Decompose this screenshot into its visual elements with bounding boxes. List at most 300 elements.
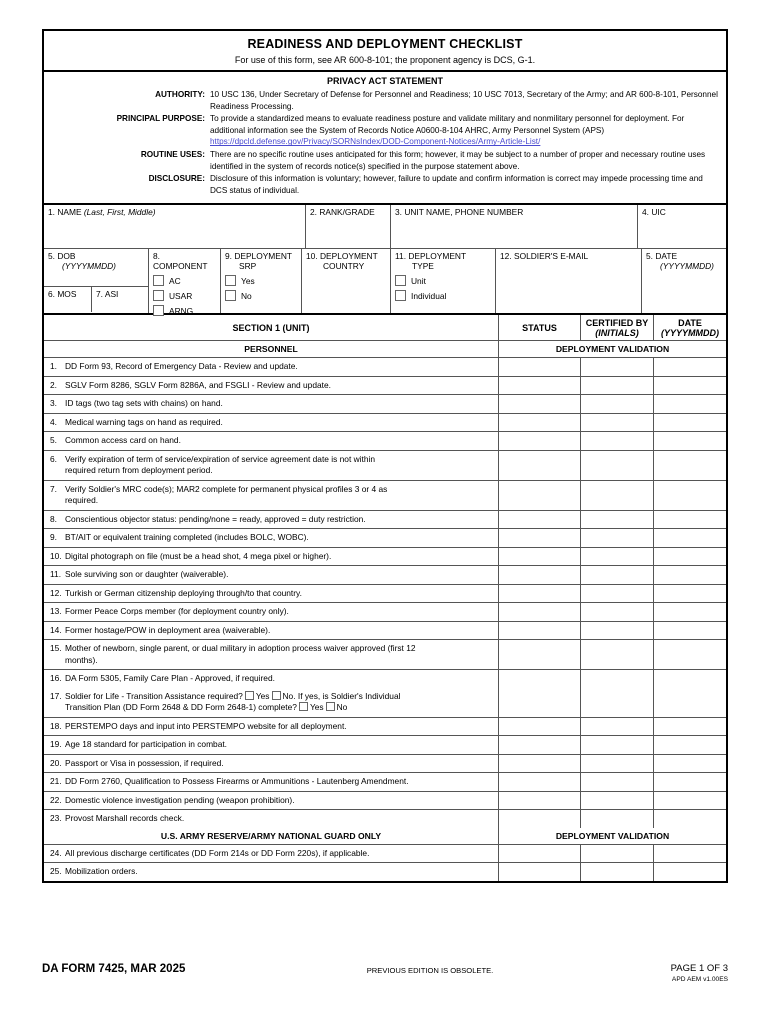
checklist-item-9 — [44, 529, 499, 548]
checklist-item-7 — [44, 481, 499, 511]
date-cell-25[interactable] — [654, 863, 726, 881]
srp-option-no[interactable] — [225, 290, 297, 301]
field-dtype-label2: TYPE — [412, 261, 434, 272]
table-row — [44, 529, 726, 548]
privacy-entry-routine-uses — [50, 149, 720, 172]
checklist-grid — [44, 313, 726, 881]
checklist-item-13 — [44, 603, 499, 622]
date-cell-4[interactable] — [654, 414, 726, 433]
field-asi[interactable] — [92, 287, 148, 312]
date-cell-11[interactable] — [654, 566, 726, 585]
checklist-item-17-yes2: Yes — [309, 702, 324, 713]
field-email-label: SOLDIER'S E-MAIL — [513, 251, 589, 262]
field-unit-label: UNIT NAME, PHONE NUMBER — [404, 207, 524, 218]
certified-cell-11[interactable] — [581, 566, 654, 585]
checklist-item-number: 10. — [50, 550, 62, 561]
checklist-item-12 — [44, 585, 499, 604]
checklist-item-text: DD Form 93, Record of Emergency Data - Review and update. — [65, 361, 298, 372]
certified-cell-12[interactable] — [581, 585, 654, 604]
checklist-item-text: Medical warning tags on hand as required. — [65, 416, 223, 427]
checklist-item-10 — [44, 548, 499, 567]
field-email-number: 12. — [500, 251, 512, 262]
certified-cell-18[interactable] — [581, 718, 654, 737]
column-header-certified-by-line1: CERTIFIED BY — [585, 317, 649, 328]
field-country-number: 10. — [306, 251, 318, 262]
table-row — [44, 358, 726, 377]
checklist-item-17-yes1: Yes — [255, 690, 270, 701]
date-cell-16[interactable] — [654, 670, 726, 688]
privacy-text-routine-uses: There are no specific routine uses anticipated for this form; however, it may be subject to a number of proper and necessary routine uses identified in the system of records notice(s) specified in the purpose statement above. — [210, 149, 706, 171]
checklist-item-number: 9. — [50, 532, 57, 543]
status-cell-13[interactable] — [499, 603, 581, 622]
certified-cell-23[interactable] — [581, 810, 654, 828]
checklist-item-number: 6. — [50, 453, 57, 464]
table-row — [44, 566, 726, 585]
checklist-item-text: Former hostage/POW in deployment area (waiverable). — [65, 624, 271, 635]
dtype-option-unit-label: Unit — [411, 275, 426, 286]
checklist-item-number: 1. — [50, 361, 57, 372]
date-cell-2[interactable] — [654, 377, 726, 396]
field-name[interactable] — [44, 205, 306, 249]
column-header-date-line2: (YYYYMMDD) — [661, 327, 719, 338]
date-cell-13[interactable] — [654, 603, 726, 622]
checklist-items-24-25 — [44, 845, 726, 881]
checklist-item-number: 2. — [50, 379, 57, 390]
checklist-item-text: DD Form 2760, Qualification to Possess Firearms or Ammunitions - Lautenberg Amendment. — [65, 776, 409, 787]
certified-cell-1[interactable] — [581, 358, 654, 377]
status-cell-14[interactable] — [499, 622, 581, 641]
certified-cell-8[interactable] — [581, 511, 654, 530]
checklist-item-number: 11. — [50, 569, 62, 580]
checklist-item-number: 14. — [50, 624, 62, 635]
date-cell-6[interactable] — [654, 451, 726, 481]
status-cell-2[interactable] — [499, 377, 581, 396]
status-cell-8[interactable] — [499, 511, 581, 530]
status-cell-20[interactable] — [499, 755, 581, 774]
checkbox-icon-unit[interactable] — [395, 275, 406, 286]
checkbox-icon-srp-no[interactable] — [225, 290, 236, 301]
section-header-row — [44, 315, 726, 341]
band-label-reserve: U.S. ARMY RESERVE/ARMY NATIONAL GUARD ONLY — [44, 828, 499, 845]
footer-right — [568, 963, 728, 983]
checklist-item-number: 4. — [50, 416, 57, 427]
status-cell-15[interactable] — [499, 640, 581, 670]
identity-row-2 — [44, 249, 726, 316]
checklist-item-1 — [44, 358, 499, 377]
checklist-item-20 — [44, 755, 499, 774]
field-asi-label: ASI — [104, 289, 119, 300]
checklist-item-number: 25. — [50, 866, 62, 877]
status-cell-10[interactable] — [499, 548, 581, 567]
date-cell-3[interactable] — [654, 395, 726, 414]
table-row — [44, 810, 726, 828]
status-cell-19[interactable] — [499, 736, 581, 755]
table-row — [44, 670, 726, 688]
certified-cell-3[interactable] — [581, 395, 654, 414]
privacy-label-principal-purpose: PRINCIPAL PURPOSE: — [116, 114, 205, 124]
status-cell-25[interactable] — [499, 863, 581, 881]
certified-cell-5[interactable] — [581, 432, 654, 451]
privacy-label-disclosure: DISCLOSURE: — [148, 174, 205, 184]
column-header-date-line1: DATE — [678, 317, 702, 328]
checklist-item-4 — [44, 414, 499, 433]
page-footer — [42, 963, 728, 983]
checklist-item-text: Age 18 standard for participation in combat. — [65, 739, 228, 750]
checklist-item-18 — [44, 718, 499, 737]
table-row — [44, 481, 726, 511]
date-cell-17[interactable] — [654, 688, 726, 718]
band-label-personnel: PERSONNEL — [44, 341, 499, 358]
table-row — [44, 548, 726, 567]
field-rank-label: RANK/GRADE — [319, 207, 375, 218]
status-cell-1[interactable] — [499, 358, 581, 377]
privacy-text-principal-purpose — [210, 113, 720, 148]
certified-cell-21[interactable] — [581, 773, 654, 792]
checklist-item-16 — [44, 670, 499, 688]
status-cell-4[interactable] — [499, 414, 581, 433]
privacy-text-disclosure: Disclosure of this information is voluntary; however, failure to update and confirm information is correct may impede processing time and DCS status of individual. — [210, 174, 703, 195]
checklist-item-number: 19. — [50, 739, 62, 750]
table-row — [44, 773, 726, 792]
checklist-item-15 — [44, 640, 499, 670]
field-name-hint: (Last, First, Middle) — [83, 207, 156, 218]
checklist-item-17-no1: No — [282, 690, 294, 701]
checkbox-icon-17-no2[interactable] — [326, 702, 335, 711]
checklist-items-1-16 — [44, 358, 726, 688]
date-cell-12[interactable] — [654, 585, 726, 604]
component-option-ac-label: AC — [169, 275, 181, 286]
table-row — [44, 640, 726, 670]
certified-cell-15[interactable] — [581, 640, 654, 670]
checkbox-icon-17-yes2[interactable] — [299, 702, 308, 711]
field-name-label: NAME — [57, 207, 82, 218]
date-cell-18[interactable] — [654, 718, 726, 737]
column-header-certified-by — [581, 315, 654, 341]
checklist-item-number: 7. — [50, 483, 57, 494]
privacy-act-section — [44, 72, 726, 203]
status-cell-23[interactable] — [499, 810, 581, 828]
srp-option-yes[interactable] — [225, 275, 297, 286]
table-row — [44, 395, 726, 414]
checklist-item-text: Common access card on hand. — [65, 435, 181, 446]
checklist-item-text: PERSTEMPO days and input into PERSTEMPO website for all deployment. — [65, 720, 347, 731]
table-row — [44, 845, 726, 864]
field-unit-name-phone[interactable] — [391, 205, 638, 249]
field-unit-number: 3. — [395, 207, 402, 218]
checklist-item-number: 20. — [50, 757, 62, 768]
field-dtype-label: DEPLOYMENT — [408, 251, 467, 262]
field-deployment-country[interactable] — [302, 249, 391, 313]
dtype-option-individual[interactable] — [395, 290, 491, 301]
checklist-item-23 — [44, 810, 499, 828]
table-row — [44, 511, 726, 530]
footer-apd-version: APD AEM v1.00ES — [671, 976, 728, 983]
dtype-option-individual-label: Individual — [411, 290, 447, 301]
table-row — [44, 718, 726, 737]
certified-cell-25[interactable] — [581, 863, 654, 881]
status-cell-6[interactable] — [499, 451, 581, 481]
privacy-entry-disclosure — [50, 173, 720, 196]
field-mos-label: MOS — [57, 289, 77, 300]
checklist-item-text-line2: required return from deployment period. — [65, 465, 213, 476]
srp-option-yes-label: Yes — [241, 275, 255, 286]
date-cell-20[interactable] — [654, 755, 726, 774]
checklist-item-text: DA Form 5305, Family Care Plan - Approved, if required. — [65, 673, 275, 684]
sorn-index-link[interactable]: https://dpcld.defense.gov/Privacy/SORNsIndex/DOD-Component-Notices/Army-Article-List/ — [210, 137, 541, 147]
field-dob-mos-asi-group — [44, 249, 149, 313]
checklist-item-text: All previous discharge certificates (DD Form 214s or DD Form 220s), if applicable. — [65, 847, 370, 858]
band-label-deployment-validation: DEPLOYMENT VALIDATION — [499, 341, 726, 358]
privacy-label-authority: AUTHORITY: — [155, 90, 205, 99]
table-row — [44, 792, 726, 811]
checklist-item-text: Former Peace Corps member (for deployment country only). — [65, 606, 289, 617]
date-cell-5[interactable] — [654, 432, 726, 451]
date-cell-10[interactable] — [654, 548, 726, 567]
checklist-item-24 — [44, 845, 499, 864]
checklist-item-text: Sole surviving son or daughter (waiverable). — [65, 569, 229, 580]
checklist-item-17-part2: . If yes, is Soldier's Individual — [293, 690, 401, 701]
date-cell-19[interactable] — [654, 736, 726, 755]
field-component-label: COMPONENT — [153, 261, 208, 272]
date-cell-1[interactable] — [654, 358, 726, 377]
certified-cell-14[interactable] — [581, 622, 654, 641]
certified-cell-17[interactable] — [581, 688, 654, 718]
form-subtitle: For use of this form, see AR 600-8-101; the proponent agency is DCS, G-1. — [234, 55, 536, 65]
checklist-item-text: Verify Soldier's MRC code(s); MAR2 complete for permanent physical profiles 3 or 4 as — [65, 483, 388, 494]
checklist-item-text: Provost Marshall records check. — [65, 813, 185, 824]
field-date-number: 5. — [646, 251, 653, 262]
checklist-item-text: ID tags (two tag sets with chains) on hand. — [65, 398, 223, 409]
field-mos-number: 6. — [48, 289, 55, 300]
checklist-item-number: 13. — [50, 606, 62, 617]
field-dob[interactable] — [44, 249, 148, 287]
field-deployment-srp — [221, 249, 302, 313]
certified-cell-10[interactable] — [581, 548, 654, 567]
certified-cell-6[interactable] — [581, 451, 654, 481]
page-title: READINESS AND DEPLOYMENT CHECKLIST — [247, 37, 523, 51]
checklist-item-3 — [44, 395, 499, 414]
field-uic-label: UIC — [651, 207, 666, 218]
date-cell-22[interactable] — [654, 792, 726, 811]
column-header-date — [654, 315, 726, 341]
checklist-item-text: Passport or Visa in possession, if required. — [65, 757, 224, 768]
certified-cell-24[interactable] — [581, 845, 654, 864]
table-row — [44, 622, 726, 641]
status-cell-9[interactable] — [499, 529, 581, 548]
checklist-item-25 — [44, 863, 499, 881]
checklist-item-17-part1: Soldier for Life - Transition Assistance required? — [65, 690, 243, 701]
field-rank-number: 2. — [310, 207, 317, 218]
checklist-item-text: Verify expiration of term of service/expiration of service agreement date is not within — [65, 453, 376, 464]
checklist-item-number: 3. — [50, 398, 57, 409]
checklist-item-11 — [44, 566, 499, 585]
certified-cell-9[interactable] — [581, 529, 654, 548]
band-row-reserve — [44, 828, 726, 845]
checklist-item-2 — [44, 377, 499, 396]
field-name-number: 1. — [48, 207, 55, 218]
table-row — [44, 585, 726, 604]
certified-cell-2[interactable] — [581, 377, 654, 396]
table-row — [44, 414, 726, 433]
checklist-item-text: BT/AIT or equivalent training completed (includes BOLC, WOBC). — [65, 532, 309, 543]
status-cell-22[interactable] — [499, 792, 581, 811]
status-cell-3[interactable] — [499, 395, 581, 414]
date-cell-21[interactable] — [654, 773, 726, 792]
field-soldier-email[interactable] — [496, 249, 642, 313]
component-option-arng-label: ARNG — [169, 305, 194, 316]
checkbox-icon-usar[interactable] — [153, 290, 164, 301]
status-cell-18[interactable] — [499, 718, 581, 737]
footer-page-number: PAGE 1 OF 3 — [670, 963, 728, 974]
checklist-item-number: 16. — [50, 673, 62, 684]
band-label-deployment-validation-2: DEPLOYMENT VALIDATION — [499, 828, 726, 845]
component-option-usar-label: USAR — [169, 290, 193, 301]
privacy-entry-authority — [50, 89, 720, 112]
status-cell-11[interactable] — [499, 566, 581, 585]
certified-cell-22[interactable] — [581, 792, 654, 811]
checklist-item-text: Conscientious objector status: pending/none = ready, approved = duty restriction. — [65, 513, 366, 524]
date-cell-14[interactable] — [654, 622, 726, 641]
date-cell-8[interactable] — [654, 511, 726, 530]
privacy-text-principal-purpose-body: To provide a standardized means to evaluate readiness posture and validate military and nonmilitary personnel for deployment. For additional information see the System of Records Notice A0600-8-104 AHRC, Army Personnel System (APS) — [210, 114, 685, 135]
checklist-item-number: 8. — [50, 513, 57, 524]
field-dob-number: 5. — [48, 251, 55, 262]
checklist-item-17-number: 17. — [50, 690, 62, 701]
checklist-item-text: Domestic violence investigation pending (weapon prohibition). — [65, 794, 295, 805]
field-uic[interactable] — [638, 205, 726, 249]
checklist-item-14 — [44, 622, 499, 641]
checklist-item-number: 12. — [50, 587, 62, 598]
privacy-act-heading: PRIVACY ACT STATEMENT — [326, 76, 443, 86]
certified-cell-4[interactable] — [581, 414, 654, 433]
table-row — [44, 451, 726, 481]
checklist-item-text: Digital photograph on file (must be a head shot, 4 mega pixel or higher). — [65, 550, 332, 561]
checklist-item-22 — [44, 792, 499, 811]
field-component — [149, 249, 221, 316]
checklist-item-text: SGLV Form 8286, SGLV Form 8286A, and FSGLI - Review and update. — [65, 379, 331, 390]
identity-row-1 — [44, 205, 726, 249]
footer-form-id: DA FORM 7425, MAR 2025 — [42, 963, 186, 975]
field-component-number: 8. — [153, 251, 160, 262]
checklist-item-text: Mother of newborn, single parent, or dual military in adoption process waiver approved (first 12 — [65, 643, 416, 654]
certified-cell-19[interactable] — [581, 736, 654, 755]
table-row — [44, 863, 726, 881]
date-cell-7[interactable] — [654, 481, 726, 511]
status-cell-24[interactable] — [499, 845, 581, 864]
checklist-item-17 — [44, 688, 499, 718]
dtype-option-unit[interactable] — [395, 275, 491, 286]
checklist-item-number: 24. — [50, 847, 62, 858]
field-srp-label: DEPLOYMENT — [234, 251, 293, 262]
field-date-label: DATE — [655, 251, 678, 262]
footer-obsolete-notice: PREVIOUS EDITION IS OBSOLETE. — [366, 966, 494, 975]
checkbox-icon-17-yes1[interactable] — [245, 691, 254, 700]
status-cell-12[interactable] — [499, 585, 581, 604]
field-srp-label2: SRP — [239, 261, 257, 272]
privacy-entry-principal-purpose — [50, 113, 720, 148]
date-cell-23[interactable] — [654, 810, 726, 828]
srp-option-no-label: No — [241, 290, 252, 301]
checklist-item-21 — [44, 773, 499, 792]
privacy-text-authority: 10 USC 136, Under Secretary of Defense for Personnel and Readiness; 10 USC 7013, Secretary of the Army; and AR 600-8-101, Personnel Readiness Processing. — [210, 90, 718, 111]
field-dob-hint: (YYYYMMDD) — [62, 261, 116, 272]
certified-cell-20[interactable] — [581, 755, 654, 774]
privacy-label-routine-uses: ROUTINE USES: — [140, 149, 205, 159]
field-country-label2: COUNTRY — [323, 261, 365, 272]
field-date-hint: (YYYYMMDD) — [660, 261, 714, 272]
checklist-item-number: 5. — [50, 435, 57, 446]
checklist-item-number: 18. — [50, 720, 62, 731]
field-date[interactable] — [642, 249, 726, 313]
checklist-item-text-line2: required. — [65, 495, 99, 506]
component-option-usar[interactable] — [153, 290, 216, 301]
checklist-item-6 — [44, 451, 499, 481]
field-rank-grade[interactable] — [306, 205, 391, 249]
checkbox-icon-17-no1[interactable] — [272, 691, 281, 700]
field-dob-label: DOB — [57, 251, 76, 262]
status-cell-21[interactable] — [499, 773, 581, 792]
checklist-item-17-part3: Transition Plan (DD Form 2648 & DD Form 2648-1) complete? — [65, 702, 297, 713]
band-row-personnel — [44, 341, 726, 358]
certified-cell-16[interactable] — [581, 670, 654, 688]
checkbox-icon-individual[interactable] — [395, 290, 406, 301]
checklist-item-text: Mobilization orders. — [65, 866, 138, 877]
field-mos[interactable] — [44, 287, 92, 312]
field-country-label: DEPLOYMENT — [319, 251, 378, 262]
checklist-item-5 — [44, 432, 499, 451]
checklist-item-text-line2: months). — [65, 654, 98, 665]
column-header-status: STATUS — [499, 315, 581, 341]
table-row — [44, 377, 726, 396]
column-header-certified-by-line2: (INITIALS) — [595, 327, 639, 338]
checklist-item-text: Turkish or German citizenship deploying through/to that country. — [65, 587, 302, 598]
identity-grid — [44, 203, 726, 316]
field-uic-number: 4. — [642, 207, 649, 218]
status-cell-16[interactable] — [499, 670, 581, 688]
checkbox-icon-srp-yes[interactable] — [225, 275, 236, 286]
table-row — [44, 736, 726, 755]
checklist-items-18-23 — [44, 718, 726, 828]
checklist-item-number: 22. — [50, 794, 62, 805]
table-row — [44, 688, 726, 718]
status-cell-17[interactable] — [499, 688, 581, 718]
field-srp-number: 9. — [225, 251, 232, 262]
certified-cell-7[interactable] — [581, 481, 654, 511]
field-deployment-type — [391, 249, 496, 313]
checkbox-icon-ac[interactable] — [153, 275, 164, 286]
checklist-item-17-no2: No — [336, 702, 348, 713]
date-cell-24[interactable] — [654, 845, 726, 864]
checklist-item-number: 15. — [50, 643, 62, 654]
checklist-item-number: 21. — [50, 776, 62, 787]
section-title: SECTION 1 (UNIT) — [44, 315, 499, 341]
date-cell-9[interactable] — [654, 529, 726, 548]
table-row — [44, 603, 726, 622]
status-cell-7[interactable] — [499, 481, 581, 511]
field-asi-number: 7. — [96, 289, 103, 300]
component-option-ac[interactable] — [153, 275, 216, 286]
date-cell-15[interactable] — [654, 640, 726, 670]
table-row — [44, 755, 726, 774]
field-dtype-number: 11. — [395, 251, 407, 262]
table-row — [44, 432, 726, 451]
checklist-item-8 — [44, 511, 499, 530]
form-page — [42, 29, 728, 883]
checklist-item-19 — [44, 736, 499, 755]
checklist-item-number: 23. — [50, 813, 62, 824]
status-cell-5[interactable] — [499, 432, 581, 451]
certified-cell-13[interactable] — [581, 603, 654, 622]
